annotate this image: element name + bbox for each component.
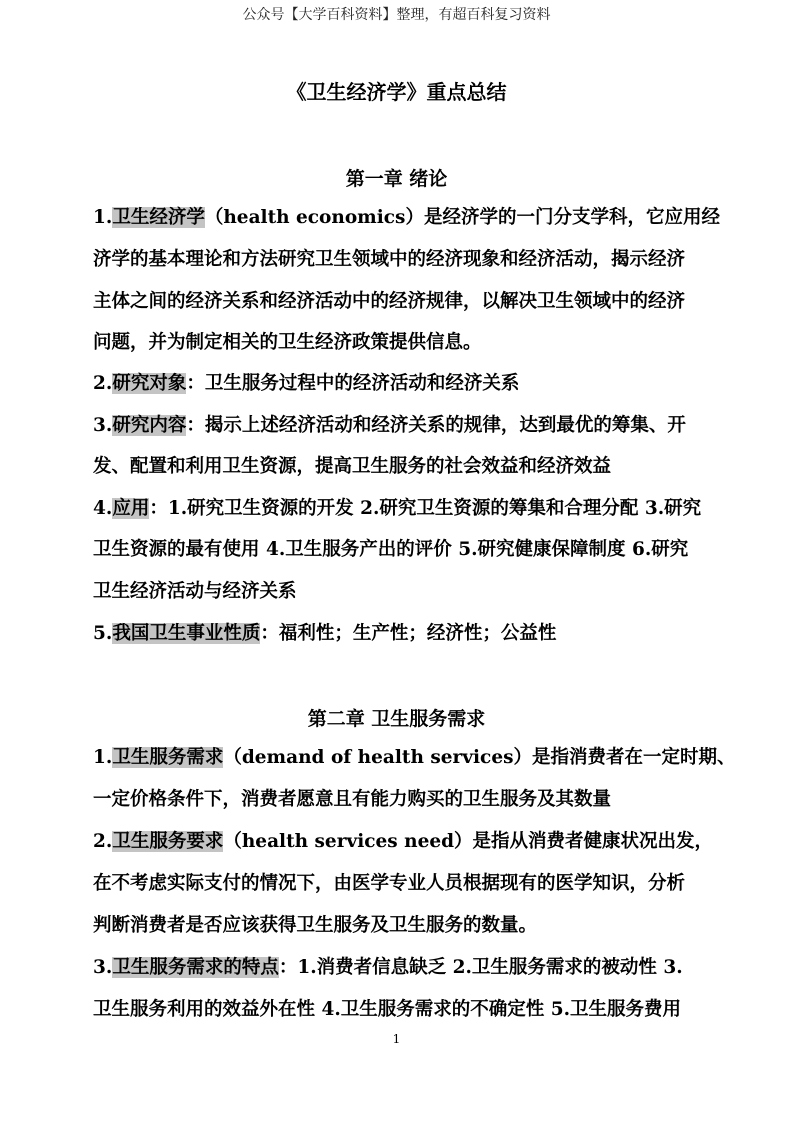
highlighted-term: 卫生服务要求 (112, 831, 224, 852)
highlighted-term: 我国卫生事业性质 (112, 623, 261, 644)
line-text: （health economics）是经济学的一门分支学科，它应用经 (204, 207, 720, 228)
line-text: ：1.消费者信息缺乏 2.卫生服务需求的被动性 3. (278, 957, 683, 978)
line-text: ：福利性；生产性；经济性；公益性 (260, 623, 557, 644)
paragraph-line: 卫生服务利用的效益外在性 4.卫生服务需求的不确定性 5.卫生服务费用 (93, 999, 682, 1020)
paragraph-line (93, 205, 720, 231)
highlighted-term: 卫生服务需求的特点 (112, 957, 279, 978)
paragraph-line (93, 745, 736, 771)
paragraph-line: 济学的基本理论和方法研究卫生领域中的经济现象和经济活动，揭示经济 (93, 249, 686, 270)
highlighted-term: 研究内容 (112, 415, 187, 436)
item-number: 1. (93, 747, 113, 768)
paragraph-line: 一定价格条件下，消费者愿意且有能力购买的卫生服务及其数量 (93, 789, 612, 810)
paragraph-line: 卫生资源的最有使用 4.卫生服务产出的评价 5.研究健康保障制度 6.研究 (93, 539, 689, 560)
paragraph-line (93, 955, 713, 981)
paragraph-line: 卫生经济活动与经济关系 (93, 581, 297, 602)
paragraph-line: 判断消费者是否应该获得卫生服务及卫生服务的数量。 (93, 915, 538, 936)
item-number: 4. (93, 498, 113, 519)
paragraph-line (93, 621, 713, 647)
paragraph-line: 发、配置和利用卫生资源，提高卫生服务的社会效益和经济效益 (93, 456, 612, 477)
line-text: ：1.研究卫生资源的开发 2.研究卫生资源的筹集和合理分配 3.研究 (149, 498, 702, 519)
page-header: 公众号【大学百科资料】整理，有超百科复习资料 (242, 7, 551, 23)
paragraph-line (93, 371, 713, 397)
highlighted-term: 卫生服务需求 (112, 747, 224, 768)
line-text: （demand of health services）是指消费者在一定时期、 (223, 747, 736, 768)
paragraph-line: 问题，并为制定相关的卫生经济政策提供信息。 (93, 332, 482, 353)
paragraph-line: 在不考虑实际支付的情况下，由医学专业人员根据现有的医学知识，分析 (93, 873, 686, 894)
paragraph-line (93, 413, 713, 439)
chapter-1-heading: 第一章 绪论 (345, 168, 448, 190)
item-number: 3. (93, 415, 113, 436)
line-text: （health services need）是指从消费者健康状况出发， (223, 831, 714, 852)
item-number: 2. (93, 831, 113, 852)
document-title: 《卫生经济学》重点总结 (286, 80, 507, 104)
paragraph-line (93, 829, 713, 855)
line-text: ：卫生服务过程中的经济活动和经济关系 (186, 373, 520, 394)
chapter-2-heading: 第二章 卫生服务需求 (307, 708, 486, 730)
highlighted-term: 研究对象 (112, 373, 187, 394)
item-number: 3. (93, 957, 113, 978)
paragraph-line (93, 496, 713, 522)
line-text: ：揭示上述经济活动和经济关系的规律，达到最优的筹集、开 (186, 415, 686, 436)
paragraph-line: 主体之间的经济关系和经济活动中的经济规律，以解决卫生领域中的经济 (93, 291, 686, 312)
item-number: 2. (93, 373, 113, 394)
item-number: 5. (93, 623, 113, 644)
page-number: 1 (392, 1032, 401, 1046)
highlighted-term: 卫生经济学 (112, 207, 205, 228)
highlighted-term: 应用 (112, 498, 150, 519)
item-number: 1. (93, 207, 113, 228)
